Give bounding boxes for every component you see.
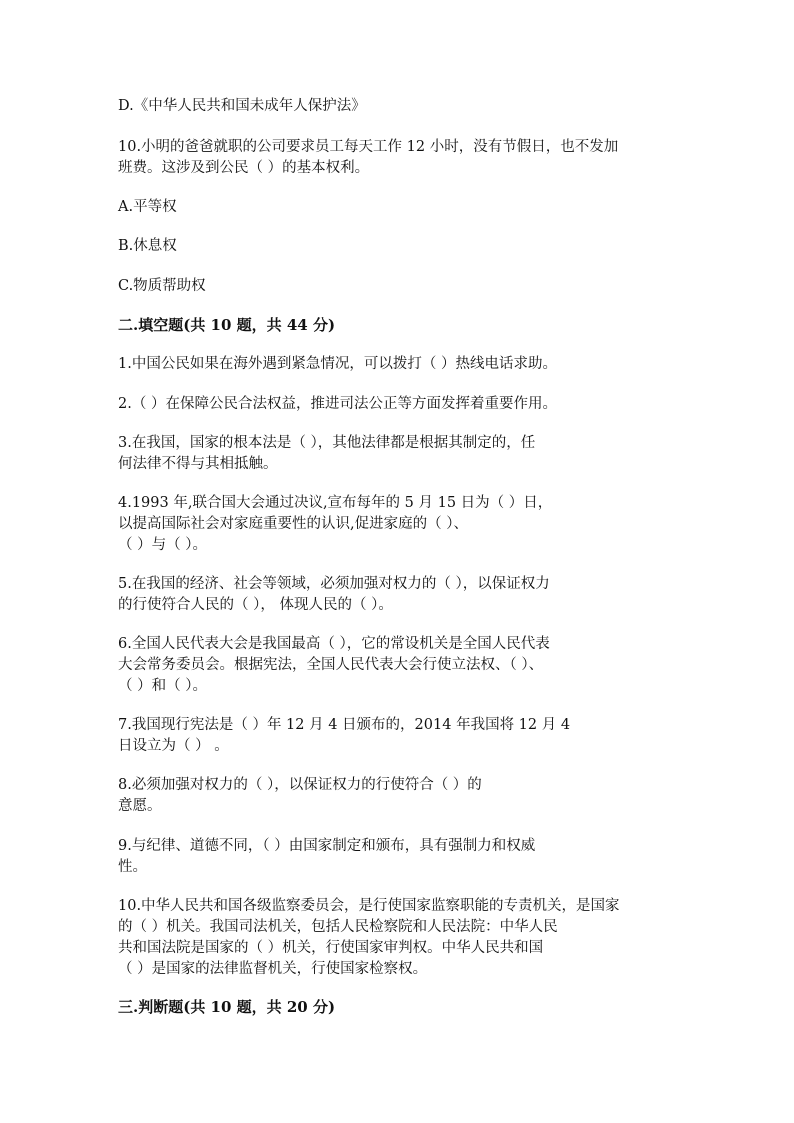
text-line: 7.我国现行宪法是（ ）年 12 月 4 日颁布的，2014 年我国将 12 月 4 bbox=[118, 717, 571, 733]
text-line: 共和国法院是国家的（ ）机关，行使国家审判权。中华人民共和国 bbox=[118, 940, 544, 956]
option-d-minors-protection-law bbox=[118, 96, 678, 117]
text-line: 2.（ ）在保障公民合法权益，推进司法公正等方面发挥着重要作用。 bbox=[118, 396, 557, 412]
section-fill-in-blank-heading bbox=[118, 315, 678, 336]
text-line: 6.全国人民代表大会是我国最高（ ），它的常设机关是全国人民代表 bbox=[118, 636, 550, 652]
question-10-stem bbox=[118, 137, 678, 179]
option-b-rest-right bbox=[118, 236, 678, 257]
fill-question-2 bbox=[118, 394, 678, 415]
text-line: A.平等权 bbox=[118, 199, 177, 215]
fill-question-3 bbox=[118, 433, 678, 475]
fill-question-10 bbox=[118, 896, 678, 980]
text-line: 10.小明的爸爸就职的公司要求员工每天工作 12 小时，没有节假日，也不发加 bbox=[118, 139, 619, 155]
text-line: （ ）与（ ）。 bbox=[118, 537, 207, 553]
text-line: 8.必须加强对权力的（ ），以保证权力的行使符合（ ）的 bbox=[118, 777, 482, 793]
fill-question-5 bbox=[118, 574, 678, 616]
text-line: （ ）和（ ）。 bbox=[118, 678, 207, 694]
fill-question-9 bbox=[118, 836, 678, 878]
text-line: 的行使符合人民的（ ）， 体现人民的（ ）。 bbox=[118, 597, 393, 613]
text-line: 1.中国公民如果在海外遇到紧急情况，可以拨打（ ）热线电话求助。 bbox=[118, 356, 557, 372]
text-line: 4.1993 年,联合国大会通过决议,宣布每年的 5 月 15 日为（ ）日， bbox=[118, 495, 553, 511]
text-line: C.物质帮助权 bbox=[118, 278, 206, 294]
text-line: 5.在我国的经济、社会等领域，必须加强对权力的（ ），以保证权力 bbox=[118, 576, 550, 592]
text-line: 9.与纪律、道德不同，（ ）由国家制定和颁布，具有强制力和权威 bbox=[118, 838, 536, 854]
fill-question-1 bbox=[118, 354, 678, 375]
fill-question-8 bbox=[118, 775, 678, 817]
text-line: 二.填空题(共 10 题，共 44 分) bbox=[118, 316, 336, 334]
text-line: 日设立为（ ） 。 bbox=[118, 738, 229, 754]
text-line: 以提高国际社会对家庭重要性的认识,促进家庭的（ ）、 bbox=[118, 516, 468, 532]
text-line: D.《中华人民共和国未成年人保护法》 bbox=[118, 98, 366, 114]
text-line: 3.在我国，国家的根本法是（ ），其他法律都是根据其制定的，任 bbox=[118, 435, 536, 451]
text-line: 意愿。 bbox=[118, 798, 162, 814]
section-true-false-heading bbox=[118, 997, 678, 1018]
text-line: 性。 bbox=[118, 859, 147, 875]
text-line: 何法律不得与其相抵触。 bbox=[118, 456, 278, 472]
fill-question-6 bbox=[118, 634, 678, 697]
text-line: 三.判断题(共 10 题，共 20 分) bbox=[118, 998, 336, 1016]
option-a-equality-right bbox=[118, 197, 678, 218]
fill-question-4 bbox=[118, 493, 678, 556]
text-line: （ ）是国家的法律监督机关，行使国家检察权。 bbox=[118, 961, 428, 977]
fill-question-7 bbox=[118, 715, 678, 757]
text-line: 大会常务委员会。根据宪法，全国人民代表大会行使立法权、（ ）、 bbox=[118, 657, 544, 673]
text-line: 班费。这涉及到公民（ ）的基本权利。 bbox=[118, 160, 370, 176]
text-line: 的（ ）机关。我国司法机关，包括人民检察院和人民法院：中华人民 bbox=[118, 919, 558, 935]
option-c-material-assistance-right bbox=[118, 276, 678, 297]
text-line: B.休息权 bbox=[118, 238, 177, 254]
text-line: 10.中华人民共和国各级监察委员会，是行使国家监察职能的专责机关，是国家 bbox=[118, 898, 620, 914]
